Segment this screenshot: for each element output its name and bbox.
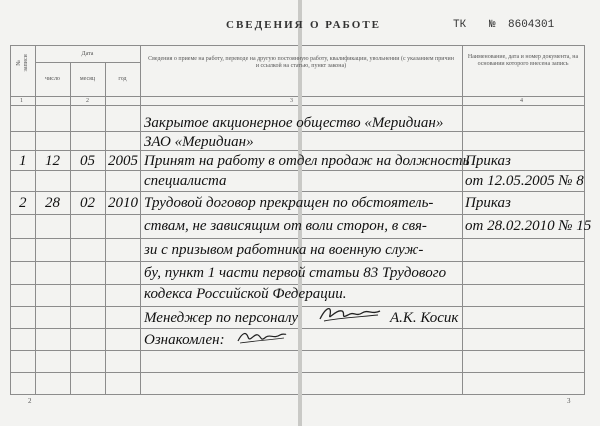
row-rule-right	[302, 328, 584, 329]
entry2-year: 2010	[108, 195, 138, 211]
row-rule-left	[10, 150, 298, 151]
table-top-rule-left	[10, 45, 298, 46]
header-bottom-rule-left	[10, 96, 298, 97]
org-full-name: Закрытое акционерное общество «Меридиан»	[144, 115, 444, 131]
manager-label: Менеджер по персоналу	[144, 310, 299, 326]
entry2-text-line1: Трудовой договор прекращен по обстоятель-	[144, 195, 434, 211]
header-day: число	[45, 76, 60, 82]
title-left: СВЕДЕНИЯ	[226, 19, 305, 31]
entry1-doc-line2: от 12.05.2005 № 8	[465, 173, 584, 189]
col-month-border	[105, 62, 106, 395]
row-rule-right	[302, 261, 584, 262]
col-doc-border	[462, 45, 463, 395]
col-year-border	[140, 45, 141, 395]
col-left-border	[10, 45, 11, 395]
number-sign: №	[489, 19, 496, 31]
entry1-year: 2005	[108, 153, 138, 169]
row-rule-left	[10, 350, 298, 351]
row-rule-left	[10, 394, 298, 395]
entry2-text-line5: кодекса Российской Федерации.	[144, 286, 347, 302]
entry2-text-line2: ствам, не зависящим от воли сторон, в свя-	[144, 218, 427, 234]
row-rule-left	[10, 284, 298, 285]
row-rule-left	[10, 191, 298, 192]
series-label: ТК	[453, 19, 467, 31]
colnum-bottom-rule-right	[302, 105, 584, 106]
row-rule-right	[302, 284, 584, 285]
header-month: месяц	[79, 76, 96, 82]
entry2-record-no: 2	[19, 195, 27, 211]
header-year: год	[118, 76, 127, 82]
row-rule-right	[302, 131, 584, 132]
entry1-month: 05	[80, 153, 95, 169]
page-number-right: 3	[567, 397, 571, 405]
row-rule-right	[302, 191, 584, 192]
row-rule-right	[302, 372, 584, 373]
row-rule-right	[302, 394, 584, 395]
entry2-doc-line2: от 28.02.2010 № 15	[465, 218, 592, 234]
row-rule-right	[302, 214, 584, 215]
entry1-doc-line1: Приказ	[465, 153, 511, 169]
header-date: Дата	[81, 51, 94, 57]
entry1-record-no: 1	[19, 153, 27, 169]
page-number-left: 2	[28, 397, 32, 405]
row-rule-right	[302, 170, 584, 171]
entry1-day: 12	[45, 153, 60, 169]
row-rule-right	[302, 150, 584, 151]
manager-signature	[318, 303, 384, 325]
date-subheader-rule	[35, 62, 140, 63]
acquainted-label: Ознакомлен:	[144, 332, 225, 348]
colnum-3: 3	[290, 98, 293, 104]
colnum-bottom-rule-left	[10, 105, 298, 106]
row-rule-left	[10, 214, 298, 215]
entry2-text-line4: бу, пункт 1 части первой статьи 83 Трудового	[144, 265, 447, 281]
entry2-month: 02	[80, 195, 95, 211]
entry2-doc-line1: Приказ	[465, 195, 511, 211]
row-rule-left	[10, 372, 298, 373]
row-rule-left	[10, 306, 298, 307]
header-bottom-rule-right	[302, 96, 584, 97]
header-record-no: № записи	[16, 54, 29, 72]
table-top-rule-right	[302, 45, 584, 46]
colnum-1: 1	[20, 98, 23, 104]
entry2-day: 28	[45, 195, 60, 211]
employee-signature	[236, 327, 288, 347]
row-rule-left	[10, 131, 298, 132]
row-rule-right	[302, 238, 584, 239]
org-short-name: ЗАО «Меридиан»	[144, 134, 254, 150]
colnum-4: 4	[520, 98, 523, 104]
row-rule-left	[10, 261, 298, 262]
blank-number: 8604301	[508, 19, 555, 31]
manager-name: А.К. Косик	[390, 310, 459, 326]
entry1-text-line1: Принят на работу в отдел продаж на должность	[144, 153, 470, 169]
title-right: О РАБОТЕ	[310, 19, 381, 31]
colnum-2: 2	[86, 98, 89, 104]
col-record-no-border	[35, 45, 36, 395]
row-rule-left	[10, 170, 298, 171]
row-rule-left	[10, 238, 298, 239]
entry2-text-line3: зи с призывом работника на военную служ-	[144, 242, 424, 258]
entry1-text-line2: специалиста	[144, 173, 227, 189]
header-document: Наименование, дата и номер документа, на основании которого внесена запись	[467, 54, 579, 67]
row-rule-right	[302, 350, 584, 351]
header-info: Сведения о приеме на работу, переводе на другую постоянную работу, квалификации, увольнении (с указанием причин и ссылкой на статью, пункт закона)	[148, 56, 454, 69]
col-day-border	[70, 62, 71, 395]
